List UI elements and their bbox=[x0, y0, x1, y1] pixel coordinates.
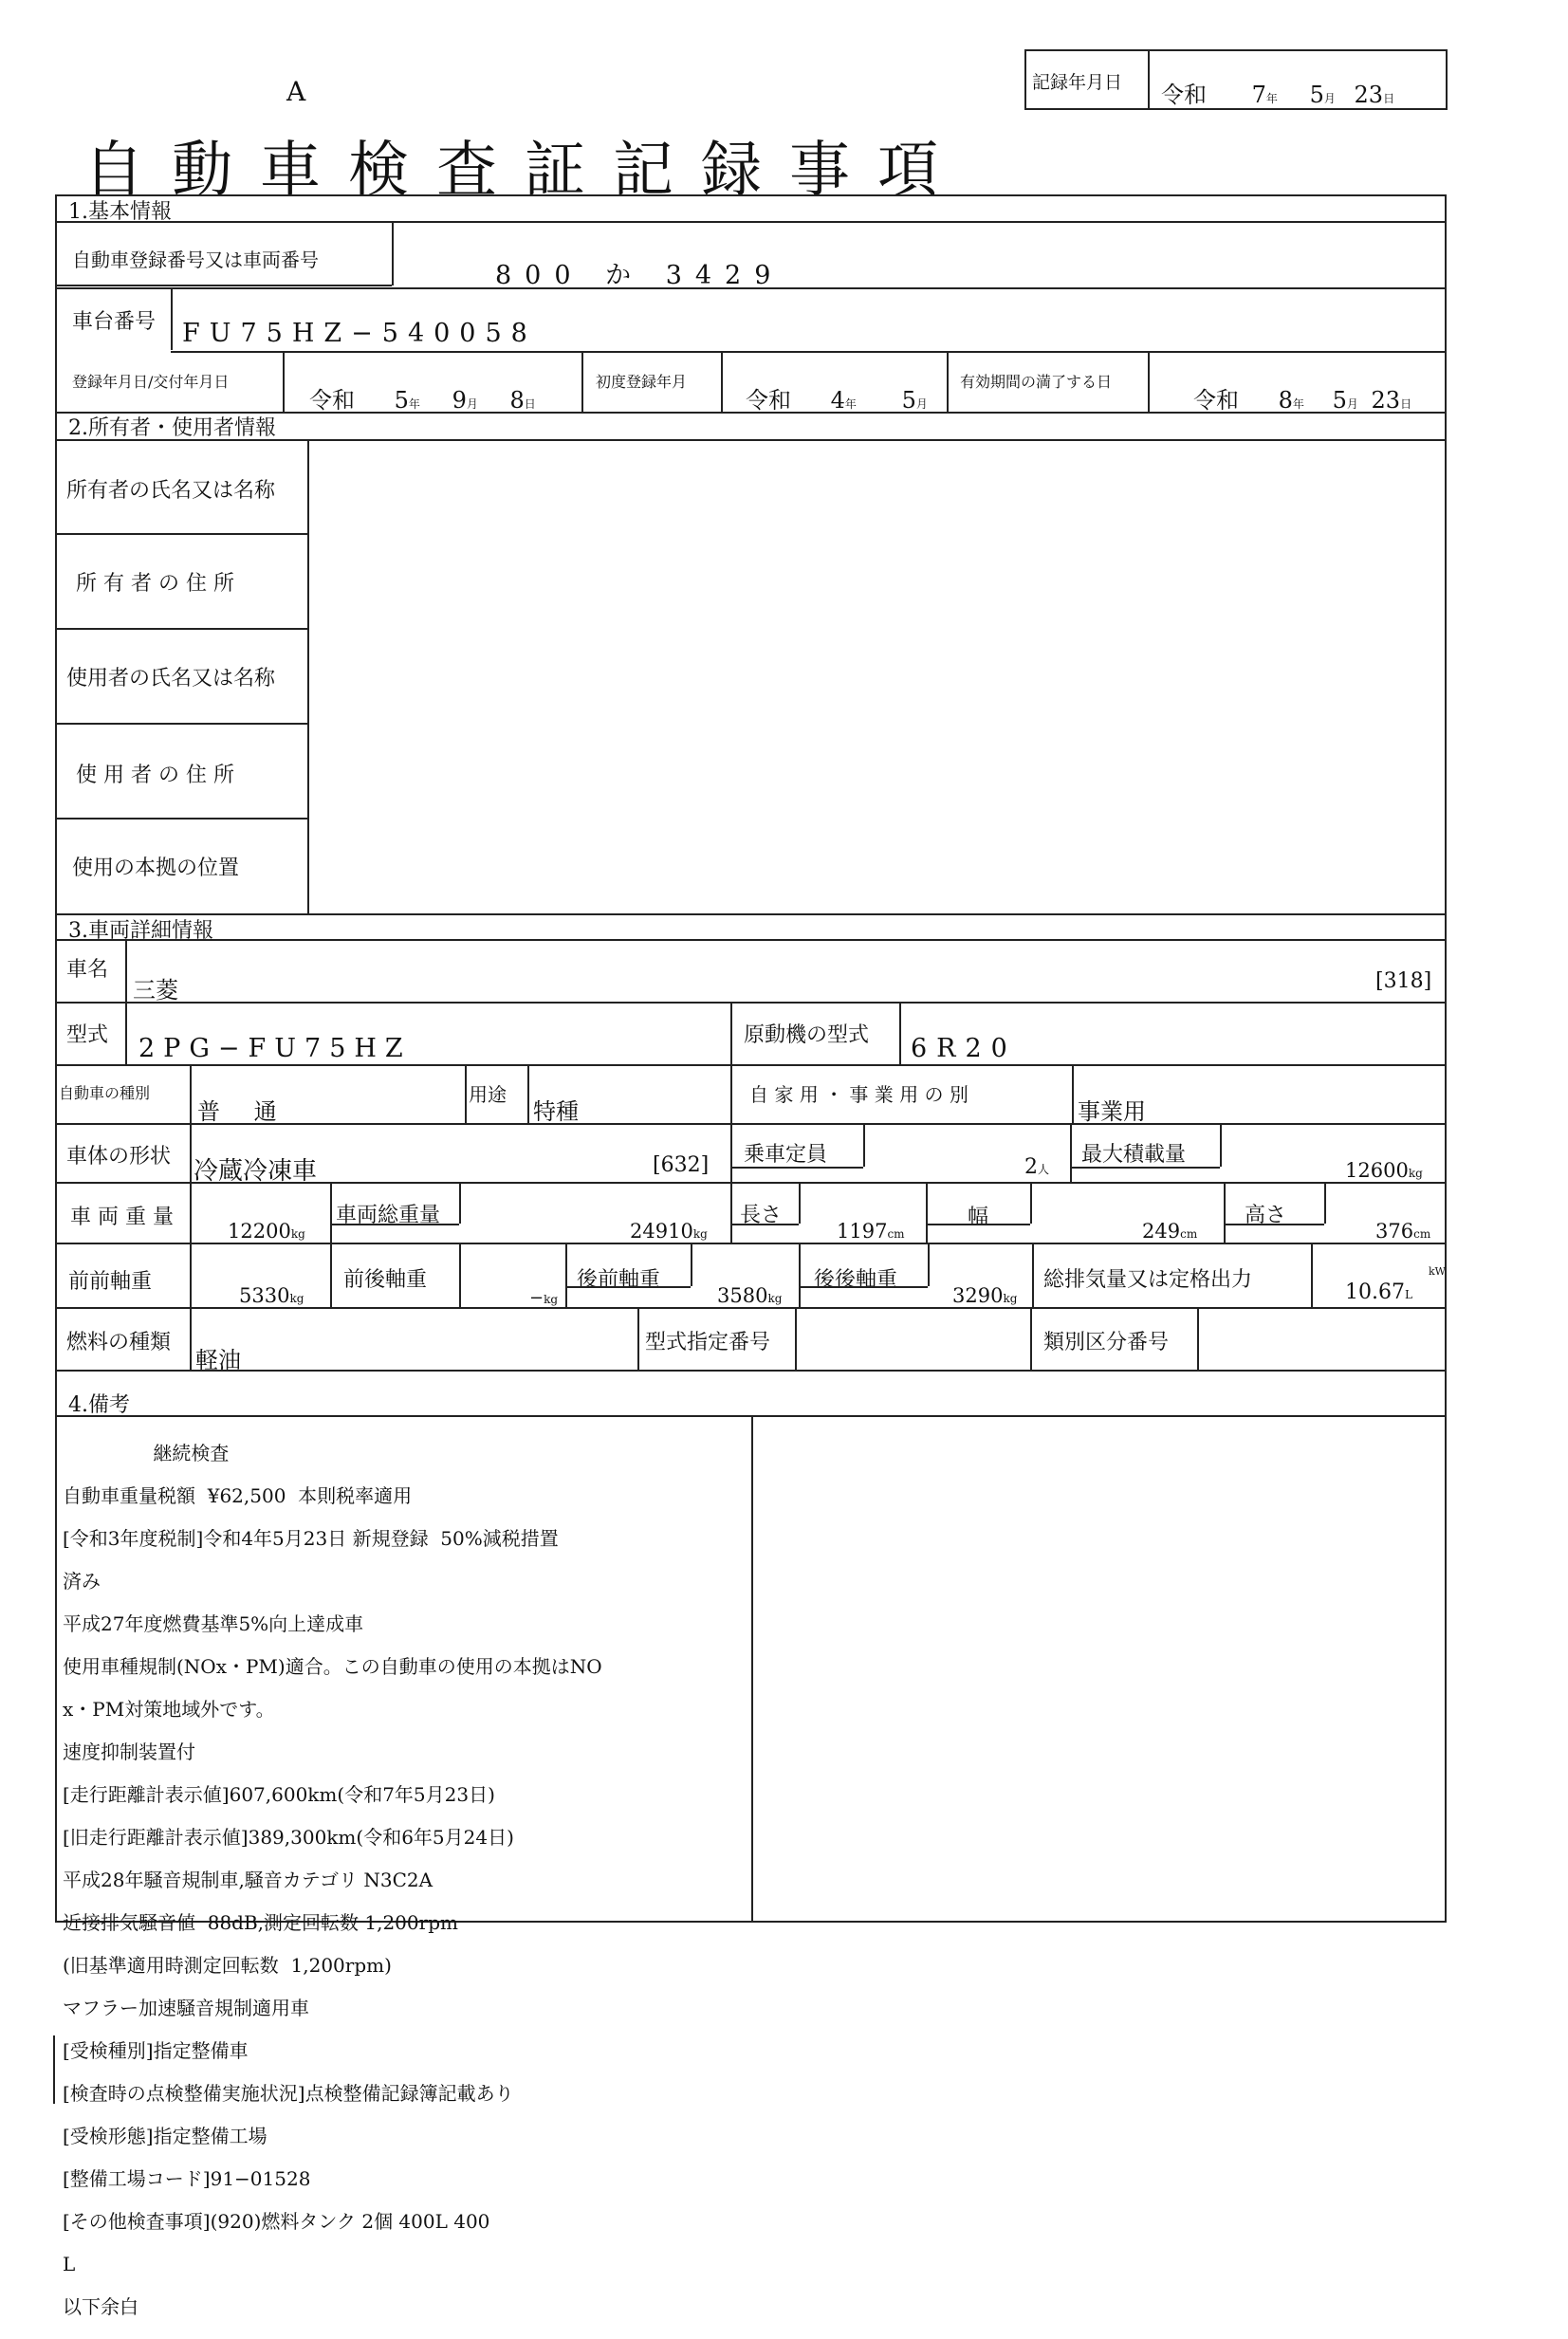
remark-line: [その他検査事項](920)燃料タンク 2個 400L 400 bbox=[63, 2209, 490, 2233]
remark-line: 平成28年騒音規制車,騒音カテゴリ N3C2A bbox=[63, 1868, 434, 1891]
max-load-label: 最大積載量 bbox=[1081, 1143, 1187, 1167]
section4-heading: 4.備考 bbox=[68, 1393, 130, 1417]
remarks-text bbox=[63, 1421, 602, 2339]
length-label: 長さ bbox=[740, 1204, 783, 1227]
record-date-label: 記録年月日 bbox=[1032, 72, 1123, 93]
width-value: 249cm bbox=[1142, 1220, 1198, 1243]
record-date-box bbox=[1024, 49, 1448, 110]
reg-date-value: 令和 5年 9月 8日 bbox=[309, 387, 536, 414]
user-addr-label: 使 用 者 の 住 所 bbox=[76, 764, 234, 787]
height-value: 376cm bbox=[1375, 1220, 1431, 1243]
gross-value: 24910kg bbox=[630, 1220, 708, 1243]
fr-axle-label: 前後軸重 bbox=[343, 1268, 428, 1292]
fr-axle-value: −kg bbox=[529, 1288, 559, 1308]
car-name-code: [318] bbox=[1375, 969, 1432, 993]
displacement-unit-top: kW bbox=[1429, 1265, 1446, 1278]
car-name-label: 車名 bbox=[66, 958, 109, 982]
width-label: 幅 bbox=[968, 1206, 989, 1229]
remark-line: x・PM対策地域外です。 bbox=[63, 1697, 275, 1721]
use-value: 特種 bbox=[533, 1098, 579, 1125]
record-date-value: 令和 7年 5月 23日 bbox=[1161, 82, 1395, 108]
class-number-label: 類別区分番号 bbox=[1043, 1331, 1170, 1354]
remark-line: 以下余白 bbox=[63, 2294, 138, 2318]
expiry-value: 令和 8年 5月 23日 bbox=[1193, 387, 1412, 414]
kind-value: 普 通 bbox=[197, 1098, 290, 1125]
remark-line: [走行距離計表示値]607,600km(令和7年5月23日) bbox=[63, 1782, 495, 1806]
engine-label: 原動機の型式 bbox=[744, 1023, 870, 1047]
body-label: 車体の形状 bbox=[66, 1145, 172, 1169]
remark-line: 平成27年度燃費基準5%向上達成車 bbox=[63, 1612, 364, 1635]
height-label: 高さ bbox=[1245, 1204, 1287, 1227]
page-title-text: 自動車検査証記録事項 bbox=[83, 136, 966, 206]
user-name-label: 使用者の氏名又は名称 bbox=[66, 667, 276, 691]
engine-value: 6R20 bbox=[911, 1034, 1017, 1063]
capacity-label: 乗車定員 bbox=[744, 1143, 828, 1167]
type-number-label: 型式指定番号 bbox=[645, 1331, 771, 1354]
ff-axle-label: 前前軸重 bbox=[68, 1270, 153, 1294]
body-value: 冷蔵冷凍車 bbox=[194, 1157, 318, 1186]
capacity-value: 2人 bbox=[1024, 1155, 1050, 1179]
chassis-label: 車台番号 bbox=[72, 310, 157, 334]
rf-axle-value: 3580kg bbox=[717, 1284, 783, 1307]
rr-axle-label: 後後軸重 bbox=[814, 1268, 898, 1292]
remark-line: 継続検査 bbox=[63, 1441, 230, 1464]
rf-axle-label: 後前軸重 bbox=[577, 1268, 661, 1292]
remark-line: 速度抑制装置付 bbox=[63, 1740, 195, 1763]
remark-line: (旧基準適用時測定回転数 1,200rpm) bbox=[63, 1953, 392, 1977]
gross-label: 車両総重量 bbox=[336, 1204, 441, 1227]
weight-value: 12200kg bbox=[228, 1220, 305, 1243]
expiry-label: 有効期間の満了する日 bbox=[960, 373, 1113, 391]
max-load-value: 12600kg bbox=[1345, 1159, 1423, 1182]
remark-line: [検査時の点検整備実施状況]点検整備記録簿記載あり bbox=[63, 2081, 514, 2105]
body-code: [632] bbox=[653, 1153, 710, 1177]
remark-line: [受検種別]指定整備車 bbox=[63, 2038, 249, 2062]
model-value: 2PG−FU75HZ bbox=[138, 1034, 412, 1063]
length-value: 1197cm bbox=[837, 1220, 905, 1243]
corner-mark: A bbox=[286, 76, 306, 107]
remark-line: 済み bbox=[63, 1569, 101, 1593]
remark-line: [令和3年度税制]令和4年5月23日 新規登録 50%減税措置 bbox=[63, 1526, 559, 1550]
fuel-value: 軽油 bbox=[195, 1347, 241, 1373]
weight-label: 車 両 重 量 bbox=[70, 1206, 174, 1229]
remark-line: L bbox=[63, 2252, 76, 2275]
reg-number-label: 自動車登録番号又は車両番号 bbox=[72, 249, 319, 271]
section1-heading: 1.基本情報 bbox=[68, 200, 172, 224]
car-name-value: 三菱 bbox=[133, 977, 178, 1004]
displacement-label: 総排気量又は定格出力 bbox=[1043, 1268, 1253, 1292]
remark-line: マフラー加速騒音規制適用車 bbox=[63, 1996, 309, 2019]
displacement-value: 10.67L bbox=[1345, 1280, 1412, 1304]
use-label: 用途 bbox=[469, 1083, 507, 1106]
private-value: 事業用 bbox=[1078, 1098, 1146, 1125]
reg-number-value: 800 か 3429 bbox=[495, 261, 784, 290]
remark-line: [整備工場コード]91−01528 bbox=[63, 2166, 311, 2190]
remark-line: [旧走行距離計表示値]389,300km(令和6年5月24日) bbox=[63, 1825, 514, 1849]
first-reg-value: 令和 4年 5月 bbox=[746, 387, 928, 414]
private-label: 自 家 用 ・ 事 業 用 の 別 bbox=[749, 1083, 968, 1106]
ff-axle-value: 5330kg bbox=[239, 1284, 304, 1307]
kind-label: 自動車の種別 bbox=[59, 1084, 151, 1102]
fuel-label: 燃料の種類 bbox=[66, 1331, 172, 1354]
remark-line: [受検形態]指定整備工場 bbox=[63, 2124, 267, 2147]
first-reg-label: 初度登録年月 bbox=[596, 373, 688, 391]
remark-line: 使用車種規制(NOx・PM)適合。この自動車の使用の本拠はNO bbox=[63, 1654, 602, 1678]
section2-heading: 2.所有者・使用者情報 bbox=[68, 416, 276, 440]
owner-addr-label: 所 有 者 の 住 所 bbox=[76, 572, 234, 596]
scan-mark bbox=[53, 2035, 55, 2104]
remark-line: 自動車重量税額 ¥62,500 本則税率適用 bbox=[63, 1483, 413, 1507]
reg-date-label: 登録年月日/交付年月日 bbox=[72, 373, 230, 391]
rr-axle-value: 3290kg bbox=[952, 1284, 1018, 1307]
chassis-value: FU75HZ−540058 bbox=[182, 319, 537, 348]
owner-name-label: 所有者の氏名又は名称 bbox=[66, 479, 276, 503]
remark-line: 近接排気騒音値 88dB,測定回転数 1,200rpm bbox=[63, 1910, 458, 1934]
model-label: 型式 bbox=[66, 1023, 109, 1047]
base-location-label: 使用の本拠の位置 bbox=[72, 856, 240, 880]
section3-heading: 3.車両詳細情報 bbox=[68, 919, 213, 943]
